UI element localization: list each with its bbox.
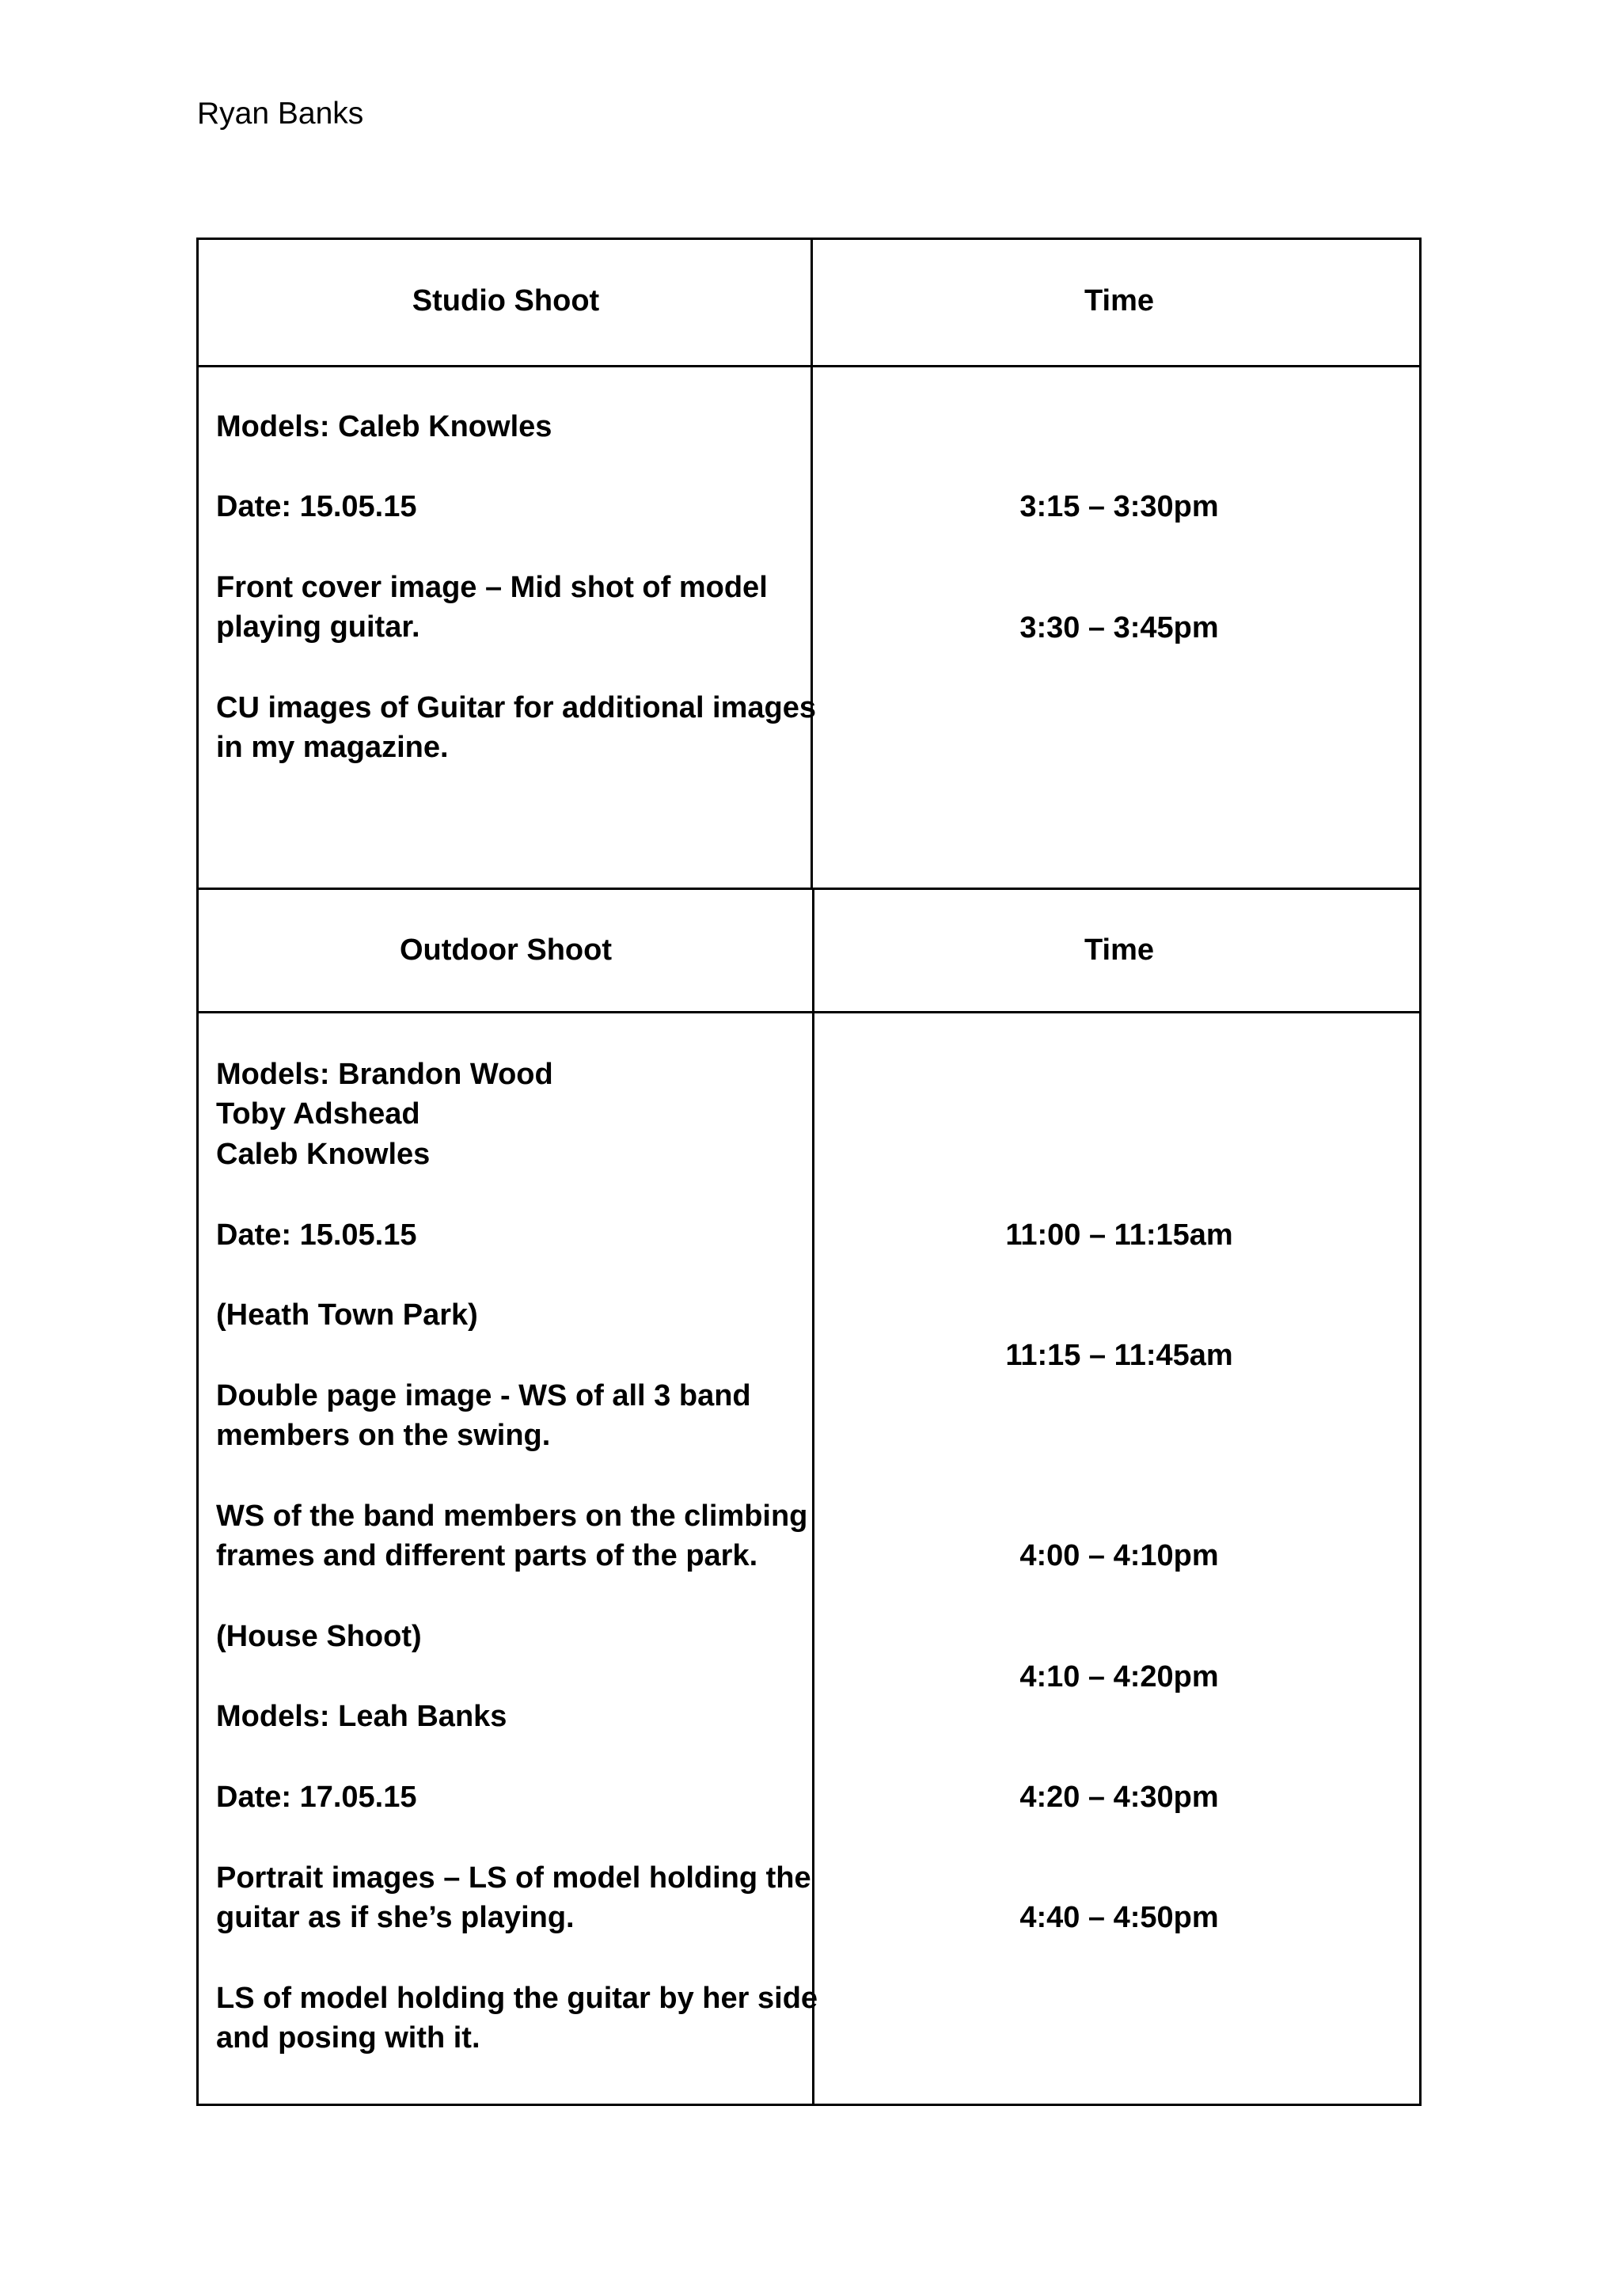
outdoor-location: (Heath Town Park) [216, 1298, 478, 1332]
divider-studio-header [199, 365, 1419, 367]
outdoor-item3-line1: Portrait images – LS of model holding the [216, 1861, 811, 1895]
outdoor-item3-line2: guitar as if she’s playing. [216, 1901, 575, 1934]
house-date: Date: 17.05.15 [216, 1781, 417, 1814]
studio-item2-line2: in my magazine. [216, 731, 449, 764]
shoot-schedule-table [196, 238, 1422, 2106]
studio-time-header: Time [1084, 284, 1154, 317]
outdoor-time-1: 11:00 – 11:15am [1005, 1218, 1233, 1252]
outdoor-date: Date: 15.05.15 [216, 1218, 417, 1252]
outdoor-item2-line2: frames and different parts of the park. [216, 1539, 758, 1572]
studio-time-2: 3:30 – 3:45pm [1019, 611, 1219, 644]
outdoor-shoot-header: Outdoor Shoot [399, 933, 613, 967]
outdoor-models-line2: Toby Adshead [216, 1097, 420, 1131]
studio-item2-line1: CU images of Guitar for additional images [216, 691, 817, 724]
studio-date: Date: 15.05.15 [216, 490, 417, 523]
outdoor-item4-line2: and posing with it. [216, 2021, 480, 2055]
studio-time-1: 3:15 – 3:30pm [1019, 490, 1219, 523]
house-models: Models: Leah Banks [216, 1700, 507, 1733]
studio-item1-line2: playing guitar. [216, 610, 420, 644]
outdoor-item1-line2: members on the swing. [216, 1419, 551, 1452]
divider-studio-end [199, 888, 1419, 890]
studio-item1-line1: Front cover image – Mid shot of model [216, 571, 768, 604]
outdoor-item4-line1: LS of model holding the guitar by her side [216, 1982, 818, 2015]
author-name: Ryan Banks [197, 97, 364, 131]
divider-outdoor-header [199, 1011, 1419, 1013]
outdoor-time-5: 4:20 – 4:30pm [1019, 1781, 1219, 1814]
outdoor-time-3: 4:00 – 4:10pm [1019, 1539, 1219, 1572]
house-location: (House Shoot) [216, 1620, 422, 1653]
outdoor-item2-line1: WS of the band members on the climbing [216, 1500, 808, 1533]
outdoor-item1-line1: Double page image - WS of all 3 band [216, 1379, 751, 1412]
studio-shoot-header: Studio Shoot [412, 284, 600, 317]
outdoor-models-line1: Models: Brandon Wood [216, 1058, 553, 1091]
outdoor-models-line3: Caleb Knowles [216, 1138, 431, 1171]
outdoor-time-header: Time [1084, 933, 1154, 967]
outdoor-time-4: 4:10 – 4:20pm [1019, 1660, 1219, 1693]
outdoor-time-6: 4:40 – 4:50pm [1019, 1901, 1219, 1934]
outdoor-time-2: 11:15 – 11:45am [1005, 1339, 1233, 1372]
studio-models: Models: Caleb Knowles [216, 410, 552, 443]
divider-column-studio [810, 240, 813, 888]
